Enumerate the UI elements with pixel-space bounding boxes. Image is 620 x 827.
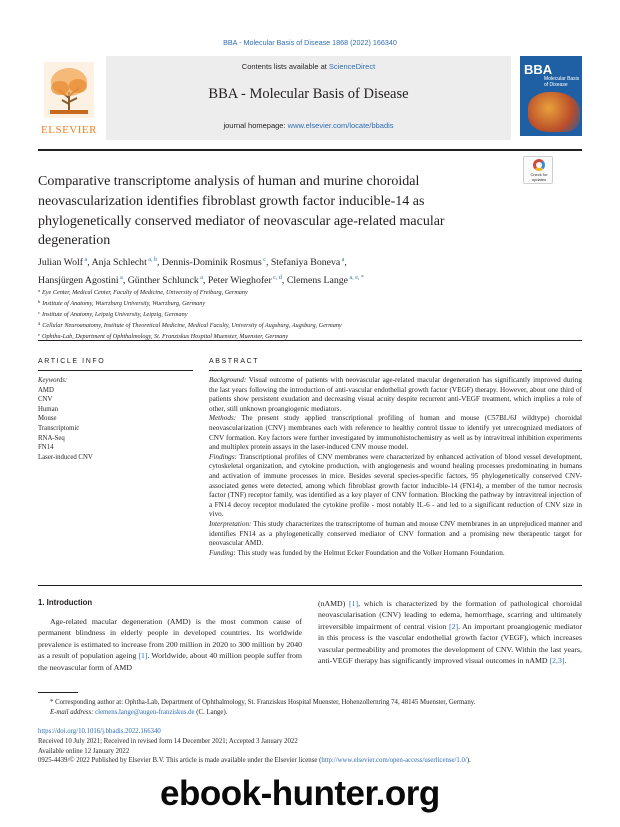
cover-title: BBA (524, 62, 553, 77)
introduction-heading: 1. Introduction (38, 598, 93, 607)
masthead-banner (106, 56, 511, 140)
keyword-item: FN14 (38, 444, 54, 452)
author-affiliation-mark[interactable]: c, d (271, 274, 282, 281)
affiliation-item (38, 320, 578, 331)
email-label: E-mail address: (50, 708, 94, 716)
journal-cover-image[interactable] (520, 56, 582, 136)
abstract-section-label: Findings: (209, 452, 237, 461)
affiliation-text: Institute of Anatomy, Wuerzburg University, Wuerzburg, Germany (42, 299, 206, 307)
body-text: . An important proangiogenic mediator in this process is the vascular endothelial growth factor (VEGF), which increases vascular permeability and promotes the development of CNV. Within the last years, anti-VEGF therapy has significantly improved visual outcomes in nAMD (318, 621, 582, 666)
author-affiliation-mark[interactable]: a (83, 257, 88, 263)
received-dates: Received 10 July 2021; Received in revised form 14 December 2021; Accepted 3 January 2022 (38, 737, 298, 745)
available-online: Available online 12 January 2022 (38, 747, 130, 755)
abstract-divider (38, 585, 582, 586)
abstract-section-text: The present study applied transcriptional profiling of human and mouse (C57BL/6J wildtype) choroidal neovascularization (CNV) membranes each with reference to healthy control tissue to identify yet unrecognized mediators of CNV formation. Key factors were further investigated by immunohistochemistry as well as by intravitreal inhibition experiments and multiplex protein assays in the laser-induced CNV mouse model. (209, 414, 582, 452)
body-text: (nAMD) (318, 599, 350, 608)
author-affiliation-mark[interactable]: a (198, 274, 203, 281)
contents-prefix: Contents lists available at (241, 62, 329, 71)
crossmark-icon (533, 159, 545, 171)
affiliation-text: Institute of Anatomy, Leipzig University, Leipzig, Germany (42, 310, 188, 318)
author-separator: , (87, 257, 92, 268)
abstract-section (209, 414, 582, 452)
body-text: Age-related macular degeneration (AMD) is the most common cause of permanent blindness in elderly people in developed countries. Its worldwide prevalence is estimated to increase from 200 million in 2020 to 300 million by 2040 as a result of population ageing (38, 617, 302, 661)
author-affiliation-mark[interactable]: c (261, 257, 266, 263)
cover-subtitle: Molecular Basis of Disease (544, 76, 580, 88)
abstract-section (209, 376, 582, 414)
abstract-body (209, 376, 582, 558)
body-text: . Worldwide, about 40 million people suffer from the neovascular form of AMD (38, 651, 302, 672)
journal-masthead (38, 56, 582, 140)
author-name[interactable]: Julian Wolf (38, 257, 84, 268)
abstract-section-label: Methods: (209, 414, 237, 423)
affiliation-mark: e (38, 331, 40, 337)
affiliation-list (38, 287, 578, 342)
abstract-section-text: This study characterizes the transcriptome of human and mouse CNV membranes in an unprejudiced manner and identifies FN14 as a phylogenetically conserved mediator of CNV formation and a promising new therapeutic target for neovascular AMD. (209, 519, 582, 548)
license-prefix: 0925-4439/© 2022 Published by Elsevier B.V. This article is made available under the Elsevier license ( (38, 757, 322, 765)
author-affiliation-mark[interactable]: a (118, 274, 123, 281)
affiliation-item (38, 309, 578, 320)
affiliation-item (38, 287, 578, 298)
abstract-section-label: Funding: (209, 548, 236, 557)
author-name[interactable]: Dennis-Dominik Rosmus (161, 257, 262, 268)
citation-link[interactable]: [2,3] (549, 656, 565, 666)
watermark: ebook-hunter.org (160, 774, 440, 813)
homepage-prefix: journal homepage: (223, 121, 288, 130)
journal-homepage-link[interactable]: www.elsevier.com/locate/bbadis (287, 121, 394, 130)
homepage-line (106, 121, 511, 130)
license-suffix: ). (466, 757, 471, 765)
keyword-item: RNA-Seq (38, 434, 65, 442)
body-text: . (564, 656, 567, 666)
elsevier-logo[interactable] (38, 56, 100, 140)
affiliation-text: Eye Center, Medical Center, Faculty of Medicine, University of Freiburg, Germany (42, 289, 248, 296)
journal-reference[interactable]: BBA - Molecular Basis of Disease 1868 (2022) 166340 (223, 38, 397, 47)
article-info-heading: ARTICLE INFO (38, 358, 106, 365)
article-title: Comparative transcriptome analysis of human and murine choroidal neovascularization identifies fibroblast growth factor inducible-14 as phylogenetically conserved mediator of neovascular age-related macular degeneration (38, 174, 445, 249)
corresponding-author-footnote (38, 698, 582, 718)
contents-line (106, 62, 511, 71)
author-list (38, 253, 578, 288)
introduction-left-text (38, 617, 302, 672)
keyword-item: Transcriptomic (38, 424, 80, 432)
keyword-item: Mouse (38, 415, 57, 423)
author-separator: , (156, 257, 162, 268)
abstract-rule (209, 370, 582, 371)
citation-link[interactable]: [1] (349, 599, 359, 608)
license-line (38, 756, 582, 766)
keyword-item: Human (38, 405, 59, 413)
keyword-item: CNV (38, 396, 53, 404)
author-separator: , (202, 274, 208, 286)
author-affiliation-mark[interactable]: a (340, 257, 345, 263)
author-name[interactable]: Anja Schlecht (91, 257, 147, 268)
author-name[interactable]: Peter Wieghofer (207, 274, 272, 286)
keywords-label: Keywords: (38, 377, 68, 384)
introduction-column-left (38, 616, 302, 673)
author-name[interactable]: Clemens Lange (286, 274, 349, 286)
abstract-section-label: Interpretation: (209, 519, 252, 528)
introduction-column-right (318, 598, 582, 666)
affiliation-mark: b (38, 298, 41, 304)
citation-link[interactable]: [2] (449, 621, 459, 631)
check-updates-label: Check for updates (530, 172, 548, 182)
license-link[interactable]: http://www.elsevier.com/open-access/userlicense/1.0/ (321, 757, 467, 765)
keyword-item: Laser-induced CNV (38, 453, 93, 461)
sciencedirect-link[interactable]: ScienceDirect (328, 62, 376, 71)
author-separator: , (281, 274, 287, 286)
email-suffix: (C. Lange). (194, 708, 228, 716)
journal-title[interactable]: BBA - Molecular Basis of Disease (208, 86, 409, 102)
article-info-rule (38, 370, 193, 371)
keywords-list (38, 386, 193, 463)
author-separator: , (122, 274, 128, 286)
doi-link[interactable]: https://doi.org/10.1016/j.bbadis.2022.166340 (38, 728, 161, 735)
abstract-section (209, 549, 582, 559)
author-separator: , (344, 257, 347, 268)
affiliation-item (38, 298, 578, 309)
citation-link[interactable]: [1] (138, 651, 148, 661)
body-text: , which is characterized by the formation of pathological choroidal neovascularisation (CNV) leading to edema, hemorrhage, scarring and ultimately irreversible impairment of central vision (318, 599, 582, 631)
masthead-divider (38, 149, 582, 151)
abstract-heading: ABSTRACT (209, 358, 260, 365)
footnote-rule (38, 692, 78, 693)
elsevier-tree-icon (44, 62, 94, 118)
affiliation-divider (38, 340, 582, 341)
abstract-section-label: Background: (209, 376, 247, 384)
keywords-block (38, 376, 193, 462)
email-link[interactable]: clemens.lange@augen-franziskus.de (95, 708, 195, 716)
affiliation-text: Cellular Neuroanatomy, Institute of Theoretical Medicine, Medical Faculty, University of Augsburg, Augsburg, Germany (42, 321, 342, 329)
author-affiliation-mark[interactable]: a, b (146, 257, 157, 263)
author-separator: , (265, 257, 271, 268)
abstract-section (209, 520, 582, 549)
author-name[interactable]: Hansjürgen Agostini (38, 274, 119, 286)
affiliation-text: Ophtha-Lab, Department of Ophthalmology, St. Franziskus Hospital Muenster, Muenster, Germany (42, 332, 289, 340)
author-name[interactable]: Günther Schlunck (127, 274, 199, 286)
cover-artwork (528, 92, 580, 132)
author-name[interactable]: Stefaniya Boneva (270, 257, 341, 268)
check-for-updates-button[interactable] (523, 156, 553, 184)
author-affiliation-mark[interactable]: a, e, * (348, 274, 364, 281)
publication-info (38, 727, 582, 766)
affiliation-mark: c (38, 309, 40, 315)
affiliation-mark: a (38, 288, 40, 293)
abstract-section-text: Transcriptional profiles of CNV membranes were characterized by enhanced activation of blood vessel development, cytoskeletal organization, and cytokine production, with angiogenesis and wound healing processes predominating in humans and activation of immune processes in mice. Besides several species-specific factors, 95 phylogenetically conserved CNV-associated genes were detected, among which fibroblast growth factor inducible-14 (FN14), a member of the tumor necrosis factor (TNF) receptor family, was identified as a key player of CNV formation. Blocking the pathway by intravitreal injection of a FN14 decoy receptor modulated the cytokine profile - most notably IL-6 - and led to a significant reduction of CNV size in vivo. (209, 452, 582, 519)
corresponding-author-text: * Corresponding author at: Ophtha-Lab, Department of Ophthalmology, St. Franziskus Hospital Muenster, Hohenzollernring 74, 48145 Muenster, Germany. (50, 699, 476, 706)
abstract-section (209, 453, 582, 520)
abstract-section-text: This study was funded by the Helmut Ecker Foundation and the Volker Homann Foundation. (235, 548, 505, 557)
keyword-item: AMD (38, 386, 54, 394)
abstract-section-text: Visual outcome of patients with neovascular age-related macular degeneration has significantly improved during the last years following the introduction of anti-vascular endothelial growth factor (VEGF) therapy. However, about one third of patients show persistent exudation and decreasing visual acuity despite recurrent anti-VEGF treatment, which implies a role of other, still unknown proangiogenic mediators. (209, 376, 582, 413)
publisher-name: ELSEVIER (41, 124, 97, 136)
affiliation-mark: d (38, 320, 41, 326)
